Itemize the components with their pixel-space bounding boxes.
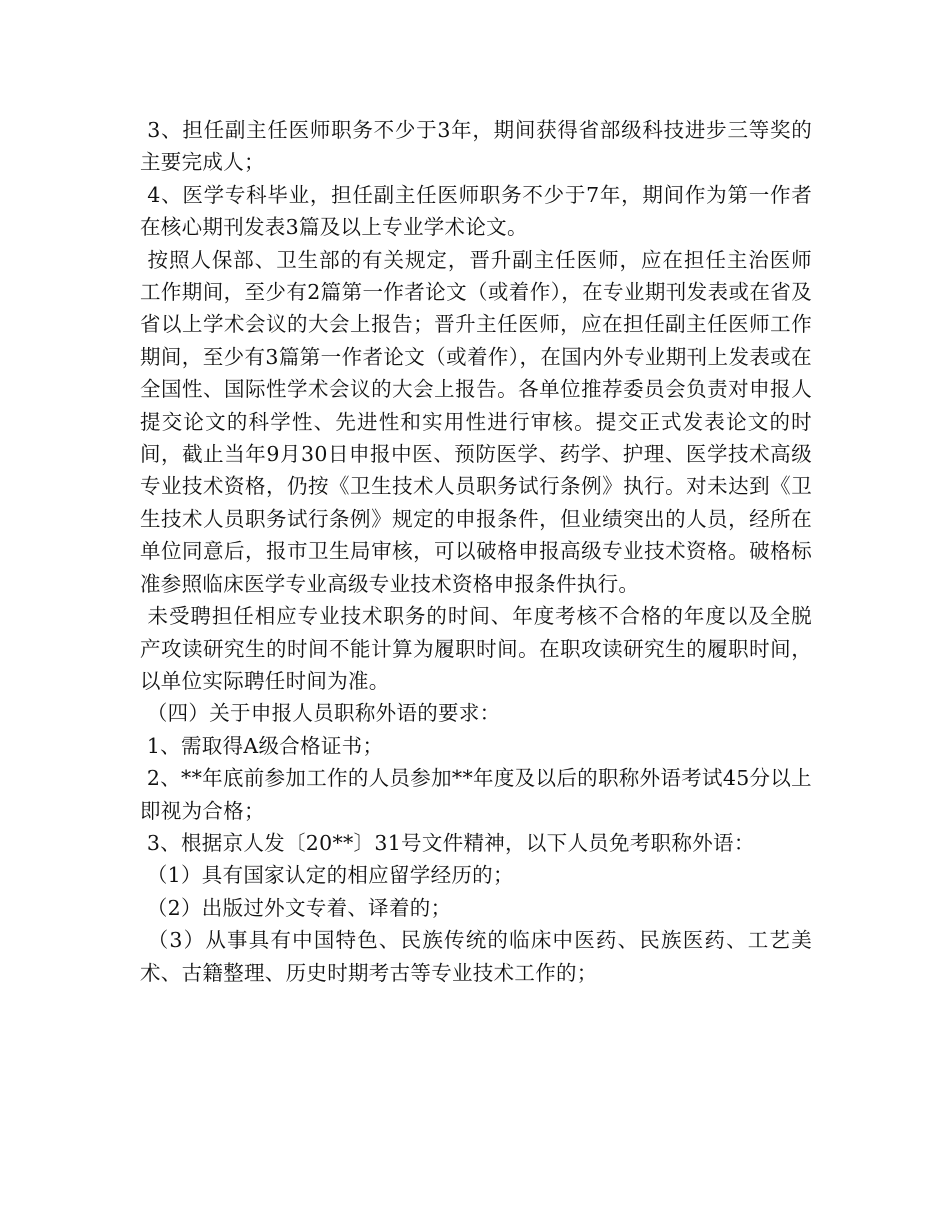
section-heading-foreign-language: （四）关于申报人员职称外语的要求： <box>140 701 501 726</box>
paragraph-exempt-item-1: （1）具有国家认定的相应留学经历的； <box>140 863 514 888</box>
paragraph-service-time: 未受聘担任相应专业技术职务的时间、年度考核不合格的年度以及全脱产攻读研究生的时间不能计算为履职时间。在职攻读研究生的履职时间，以单位实际聘任时间为准。 <box>140 604 812 693</box>
paragraph-item-3-award: 3、担任副主任医师职务不少于3年，期间获得省部级科技进步三等奖的主要完成人； <box>140 118 812 175</box>
document-body <box>140 114 812 989</box>
paragraph-paper-requirements: 按照人保部、卫生部的有关规定，晋升副主任医师，应在担任主治医师工作期间，至少有2篇第一作者论文（或着作），在专业期刊发表或在省及省以上学术会议的大会上报告；晋升主任医师，应在担任副主任医师工作期间，至少有3篇第一作者论文（或着作），在国内外专业期刊上发表或在全国性、国际性学术会议的大会上报告。各单位推荐委员会负责对申报人提交论文的科学性、先进性和实用性进行审核。提交正式发表论文的时间，截止当年9月30日申报中医、预防医学、药学、护理、医学技术高级专业技术资格，仍按《卫生技术人员职务试行条例》执行。对未达到《卫生技术人员职务试行条例》规定的申报条件，但业绩突出的人员，经所在单位同意后，报市卫生局审核，可以破格申报高级专业技术资格。破格标准参照临床医学专业高级专业技术资格申报条件执行。 <box>140 247 812 596</box>
paragraph-item-4-specialist: 4、医学专科毕业，担任副主任医师职务不少于7年，期间作为第一作者在核心期刊发表3篇及以上专业学术论文。 <box>140 182 812 240</box>
paragraph-language-item-2: 2、**年底前参加工作的人员参加**年度及以后的职称外语考试45分以上即视为合格； <box>140 766 812 823</box>
paragraph-language-item-3: 3、根据京人发〔20**〕31号文件精神，以下人员免考职称外语： <box>140 830 755 855</box>
paragraph-exempt-item-3: （3）从事具有中国特色、民族传统的临床中医药、民族医药、工艺美术、古籍整理、历史时期考古等专业技术工作的； <box>140 928 812 985</box>
paragraph-exempt-item-2: （2）出版过外文专着、译着的； <box>140 895 452 920</box>
paragraph-language-item-1: 1、需取得A级合格证书； <box>140 733 384 758</box>
